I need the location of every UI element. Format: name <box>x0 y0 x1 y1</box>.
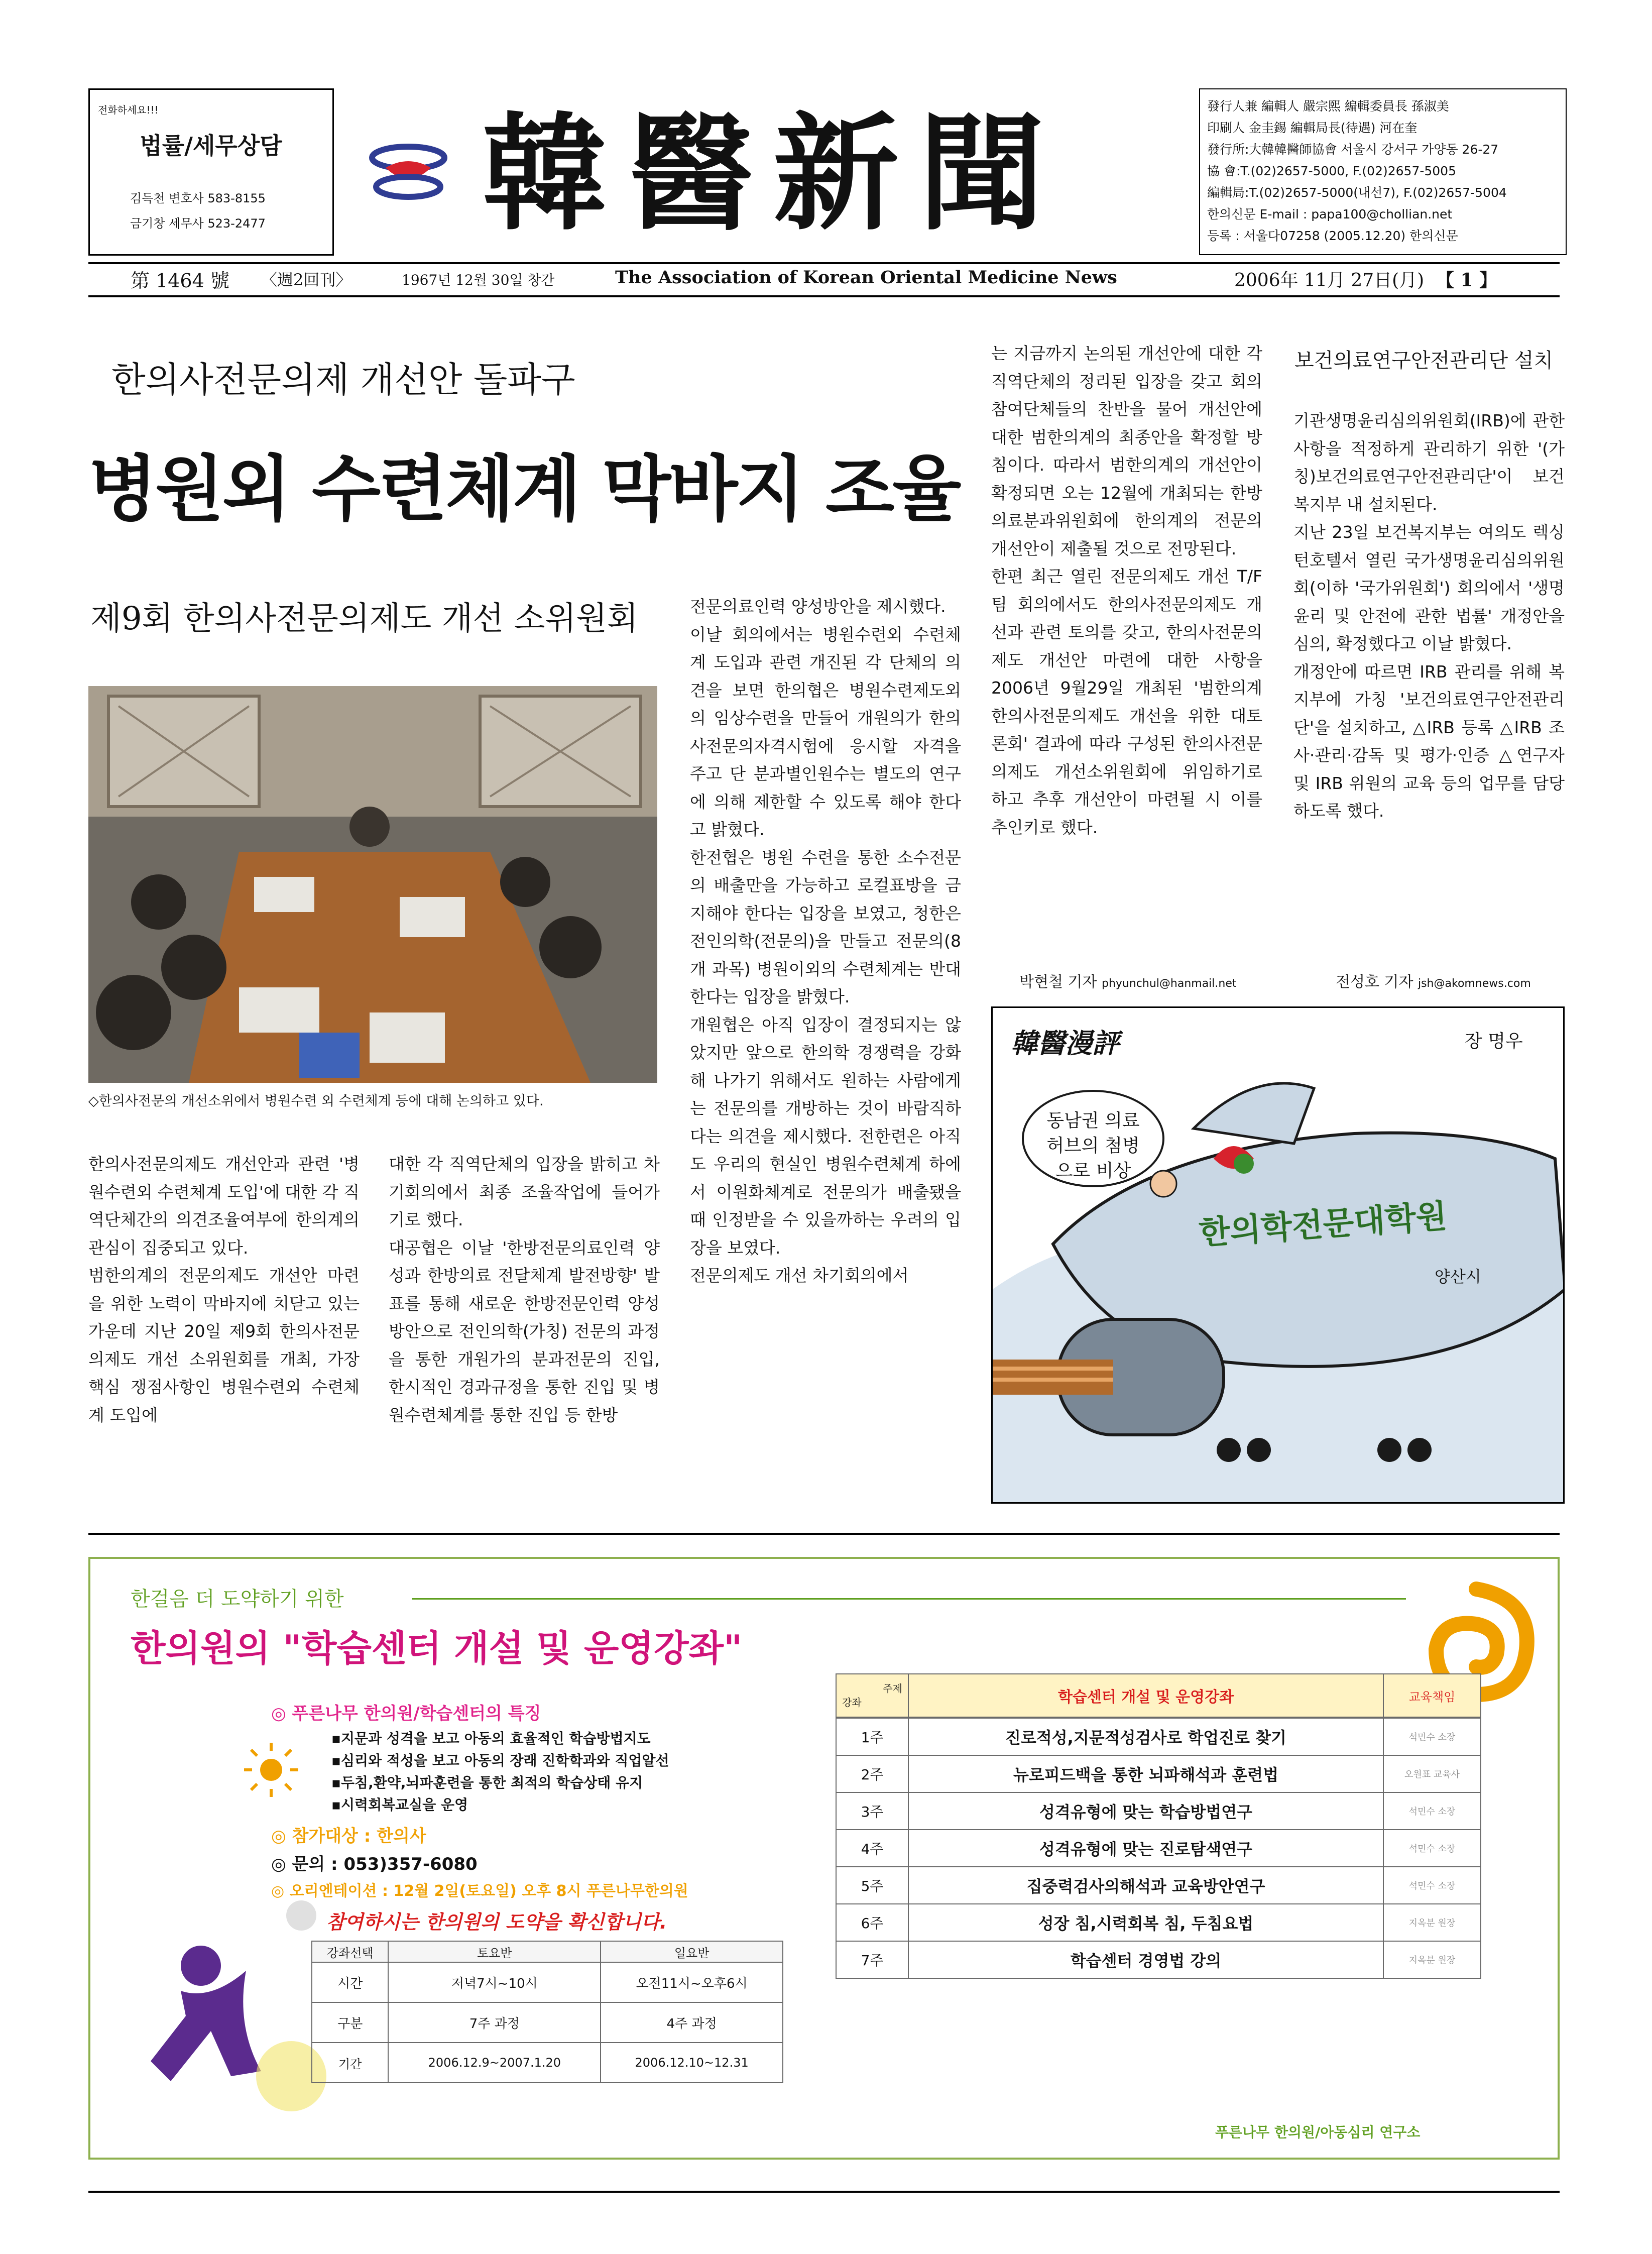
lecture-teacher: 석민수 소장 <box>1383 1792 1481 1830</box>
lead-col-2: 대한 각 직역단체의 입장을 밝히고 차기회의에서 최종 조율작업에 들어가기로 했다. 대공협은 이날 '한방전문의료인력 양성과 한방의료 전달체계 발전방향' 발표를 통해 새로운 한방전문인력 양성방안으로 전인의학(가칭) 전문의 과정을 통한 개원가의 분과전문의 진입, 한시적인 경과규정을 통한 진입 및 병원수련체계를 통한 진입 등 한방 <box>389 1154 660 1425</box>
lecture-corner-bottom: 강좌 <box>842 1697 862 1709</box>
publisher-info-line: 한의신문 E-mail : papa100@chollian.net <box>1207 207 1453 221</box>
ad-tagline: 한걸음 더 도약하기 위한 <box>131 1588 344 1611</box>
learning-center-ad <box>88 1557 1560 2160</box>
lecture-teacher: 지옥분 원장 <box>1383 1941 1481 1978</box>
lecture-week: 2주 <box>836 1755 908 1792</box>
lecture-row <box>836 1792 1481 1830</box>
lead-subhead: 제9회 한의사전문의제도 개선 소위원회 <box>90 600 638 637</box>
lecture-week: 4주 <box>836 1830 908 1867</box>
lead-col-3: 전문의료인력 양성방안을 제시했다. 이날 회의에서는 병원수련외 수련체계 도입과 관련 개진된 각 단체의 의견을 보면 한의협은 병원수련제도외의 임상수련을 만들어 개원의가 한의사전문의자격시험에 응시할 자격을 주고 단 분과별인원수는 별도의 연구에 의해 제한할 수 있도록 해야 한다고 밝혔다. 한전협은 병원 수련을 통한 소수전문의 배출만을 가능하고 로컬표방을 금지해야 한다는 입장을 보였고, 청한은 전인의학(전문의)을 만들고 전문의(8개 과목) 병원이외의 수련체계는 반대한다는 입장을 밝혔다. 개원협은 아직 입장이 결정되지는 않았지만 앞으로 한의학 경쟁력을 강화해 나가기 위해서도 원하는 사람에게는 전문의를 개방하는 것이 바람직하다는 의견을 제시했다. 전한련은 아직도 우리의 현실인 병원수련체계 하에서 이원화체계로 전문의가 배출됐을 때 인정받을 수 있을까하는 우려의 입장을 보였다. 전문의제도 개선 차기회의에서 <box>690 597 961 1285</box>
lead-byline-name: 박현철 기자 <box>1019 973 1097 991</box>
ad-slogan: 참여하시는 한의원의 도약을 확신합니다. <box>326 1911 667 1933</box>
schedule-row-period-label: 기간 <box>312 2043 388 2083</box>
cartoon-drawing <box>993 1008 1565 1504</box>
legal-consult-box <box>88 88 334 256</box>
photo-caption: ◇한의사전문의 개선소위에서 병원수련 외 수련체계 등에 대해 논의하고 있다. <box>88 1093 544 1109</box>
issue-number: 第 1464 號 <box>131 270 229 292</box>
lecture-topic: 뉴로피드백을 통한 뇌파해석과 훈련법 <box>908 1755 1383 1792</box>
lecture-row <box>836 1904 1481 1941</box>
ad-title: 한의원의 "학습센터 개설 및 운영강좌" <box>131 1627 743 1669</box>
newspaper-title: 韓醫新聞 <box>482 99 1065 247</box>
publisher-info-line: 發行所:大韓韓醫師協會 서울시 강서구 가양동 26-27 <box>1207 142 1499 157</box>
cartoon-title: 韓醫漫評 <box>1011 1027 1119 1059</box>
ad-target: ◎ 참가대상 : 한의사 <box>271 1826 426 1846</box>
schedule-row-type-saturday: 7주 과정 <box>388 2002 601 2043</box>
lecture-row <box>836 1830 1481 1867</box>
english-name: The Association of Korean Oriental Medicine News <box>615 267 1117 288</box>
lecture-row <box>836 1755 1481 1792</box>
ad-feature-item: ▪시력회복교실을 운영 <box>331 1796 468 1813</box>
lecture-teacher: 지옥분 원장 <box>1383 1904 1481 1941</box>
schedule-row-period-sunday: 2006.12.10~12.31 <box>601 2043 783 2083</box>
lead-col-4: 는 지금까지 논의된 개선안에 대한 각 직역단체의 정리된 입장을 갖고 회의참여단체들의 찬반을 물어 개선안에 대한 범한의계의 최종안을 확정할 방침이다. 따라서 범한의계의 개선안이 확정되면 오는 12월에 개최되는 한방의료분과위원회에 한의계의 전문의 개선안이 제출될 것으로 전망된다. 한편 최근 열린 전문의제도 개선 T/F팀 회의에서도 한의사전문의제도 개선과 관련 토의를 갖고, 한의사전문의제도 개선안 마련에 대한 사항을 2006년 9월29일 개최된 '범한의계 한의사전문의제도 개선을 위한 대토론회' 결과에 따라 구성된 한의사전문의제도 개선소위원회에 위임하기로 하고 추후 개선안이 마련될 시 이를 추인키로 했다. <box>991 344 1262 837</box>
ad-features-title: ◎ 푸른나무 한의원/학습센터의 특징 <box>271 1704 541 1724</box>
ad-feature-item: ▪지문과 성격을 보고 아동의 효율적인 학습방법지도 <box>331 1730 651 1747</box>
ad-decor-sun <box>241 1740 301 1800</box>
consult-small: 전화하세요!!! <box>98 104 159 116</box>
side-byline <box>1336 969 1531 991</box>
side-headline: 보건의료연구안전관리단 설치 <box>1294 349 1554 372</box>
side-byline-name: 전성호 기자 <box>1336 973 1413 991</box>
masthead-bottom-rule <box>88 295 1560 297</box>
publisher-info-box <box>1199 88 1567 255</box>
publisher-info-line: 發行人兼 編輯人 嚴宗熙 編輯委員長 孫淑美 <box>1207 99 1449 114</box>
issue-date: 2006年 11月 27日(月) <box>1234 270 1425 291</box>
lecture-topic: 성격유형에 맞는 진로탐색연구 <box>908 1830 1383 1867</box>
masthead-top-rule <box>88 262 1560 264</box>
consult-line1: 김득천 변호사 583-8155 <box>130 191 266 205</box>
schedule-row-time-saturday: 저녁7시~10시 <box>388 1962 601 2002</box>
lecture-rows <box>836 1718 1481 1979</box>
publisher-info-line: 協 會:T.(02)2657-5000, F.(02)2657-5005 <box>1207 164 1456 178</box>
lecture-row <box>836 1718 1481 1755</box>
schedule-header-sunday: 일요반 <box>601 1941 783 1962</box>
lead-kicker: 한의사전문의제 개선안 돌파구 <box>111 359 575 400</box>
ad-top-rule <box>88 1533 1560 1535</box>
founding-date: 1967년 12월 30일 창간 <box>402 272 555 288</box>
lead-col-1: 한의사전문의제도 개선안과 관련 '병원수련외 수련체계 도입'에 대한 각 직역단체간의 의견조율여부에 한의계의 관심이 집중되고 있다. 범한의계의 전문의제도 개선안 마련을 위한 노력이 막바지에 치닫고 있는 가운데 지난 20일 제9회 한의사전문의제도 개선 소위원회를 개최, 가장 핵심 쟁점사항인 병원수련외 수련체계 도입에 <box>88 1154 360 1425</box>
lecture-topic: 진로적성,지문적성검사로 학업진로 찾기 <box>908 1718 1383 1755</box>
side-byline-email: jsh@akomnews.com <box>1418 977 1531 990</box>
publication-frequency: 〈週2回刊〉 <box>261 270 352 289</box>
lecture-row <box>836 1941 1481 1978</box>
ad-feature-item: ▪심리와 적성을 보고 아동의 장래 진학학과와 직업알선 <box>331 1752 669 1769</box>
meeting-photo <box>88 686 657 1083</box>
lead-byline <box>1019 969 1237 991</box>
lead-headline: 병원외 수련체계 막바지 조율 <box>88 448 960 531</box>
lecture-teacher: 석민수 소장 <box>1383 1867 1481 1904</box>
lecture-topic: 학습센터 경영법 강의 <box>908 1941 1383 1978</box>
ad-tagline-rule <box>412 1598 1406 1600</box>
editorial-cartoon <box>991 1006 1565 1504</box>
lecture-teacher: 석민수 소장 <box>1383 1718 1481 1755</box>
schedule-row-time-label: 시간 <box>312 1962 388 2002</box>
lecture-week: 5주 <box>836 1867 908 1904</box>
cartoon-artist: 장 명우 <box>1465 1031 1523 1052</box>
publisher-info-line: 印刷人 金圭錫 編輯局長(待遇) 河在奎 <box>1207 121 1418 135</box>
publisher-info-lines <box>1207 95 1507 247</box>
lecture-topic: 성격유형에 맞는 학습방법연구 <box>908 1792 1383 1830</box>
side-body: 기관생명윤리심의위원회(IRB)에 관한 사항을 적정하게 관리하기 위한 '(가칭)보건의료연구안전관리단'이 보건복지부 내 설치된다. 지난 23일 보건복지부는 여의도 렉싱턴호텔서 열린 국가생명윤리심의위원회(이하 '국가위원회') 회의에서 '생명윤리 및 안전에 관한 법률' 개정안을 심의, 확정했다고 이날 밝혔다. 개정안에 따르면 IRB 관리를 위해 복지부에 가칭 '보건의료연구안전관리단'을 설치하고, △IRB 등록 △IRB 조사·관리·감독 및 평가·인증 △연구자 및 IRB 위원의 교육 등의 업무를 담당하도록 했다. <box>1293 411 1565 821</box>
lecture-topic: 집중력검사의해석과 교육방안연구 <box>908 1867 1383 1904</box>
lecture-week: 7주 <box>836 1941 908 1978</box>
lecture-header-topic: 학습센터 개설 및 운영강좌 <box>908 1674 1383 1717</box>
schedule-row-period-saturday: 2006.12.9~2007.1.20 <box>388 2043 601 2083</box>
ad-feature-item: ▪두침,환약,뇌파훈련을 통한 최적의 학습상태 유지 <box>331 1774 643 1791</box>
cartoon-plane-text: 한의학전문대학원 <box>1198 1197 1448 1253</box>
schedule-row-type-label: 구분 <box>312 2002 388 2043</box>
ad-schedule-table <box>311 1941 783 2083</box>
ad-lecture-table <box>836 1673 1481 1979</box>
lecture-week: 6주 <box>836 1904 908 1941</box>
ad-orientation: ◎ 오리엔테이션 : 12월 2일(토요일) 오후 8시 푸른나무한의원 <box>271 1882 688 1900</box>
lecture-row <box>836 1867 1481 1904</box>
association-logo <box>366 135 451 205</box>
lecture-teacher: 석민수 소장 <box>1383 1830 1481 1867</box>
schedule-row-time-sunday: 오전11시~오후6시 <box>601 1962 783 2002</box>
consult-title: 법률/세무상담 <box>140 132 282 159</box>
lecture-topic: 성장 침,시력회복 침, 두침요법 <box>908 1904 1383 1941</box>
ad-contact: ◎ 문의 : 053)357-6080 <box>271 1854 478 1874</box>
lecture-corner-cell <box>836 1674 908 1717</box>
page-bottom-rule <box>88 2191 1560 2193</box>
lecture-week: 1주 <box>836 1718 908 1755</box>
lecture-teacher: 오원표 교육사 <box>1383 1755 1481 1792</box>
consult-line2: 금기창 세무사 523-2477 <box>130 216 266 231</box>
cartoon-speech-bubble: 동남권 의료허브의 첨병으로 비상 <box>1046 1110 1140 1181</box>
lecture-header-teacher: 교육책임 <box>1383 1674 1481 1717</box>
schedule-header-saturday: 토요반 <box>388 1941 601 1962</box>
ad-features-list <box>331 1728 669 1816</box>
schedule-row-type-sunday: 4주 과정 <box>601 2002 783 2043</box>
schedule-header-select: 강좌선택 <box>312 1941 388 1962</box>
lead-byline-email: phyunchul@hanmail.net <box>1101 977 1237 990</box>
publisher-info-line: 등록 : 서울다07258 (2005.12.20) 한의신문 <box>1207 229 1458 243</box>
page-number: 【 1 】 <box>1436 270 1498 291</box>
publisher-info-line: 編輯局:T.(02)2657-5000(내선7), F.(02)2657-5004 <box>1207 185 1507 200</box>
lecture-week: 3주 <box>836 1792 908 1830</box>
lecture-corner-top: 주제 <box>883 1682 902 1695</box>
ad-sponsor: 푸른나무 한의원/아동심리 연구소 <box>1215 2124 1421 2140</box>
cartoon-city-label: 양산시 <box>1435 1267 1481 1286</box>
